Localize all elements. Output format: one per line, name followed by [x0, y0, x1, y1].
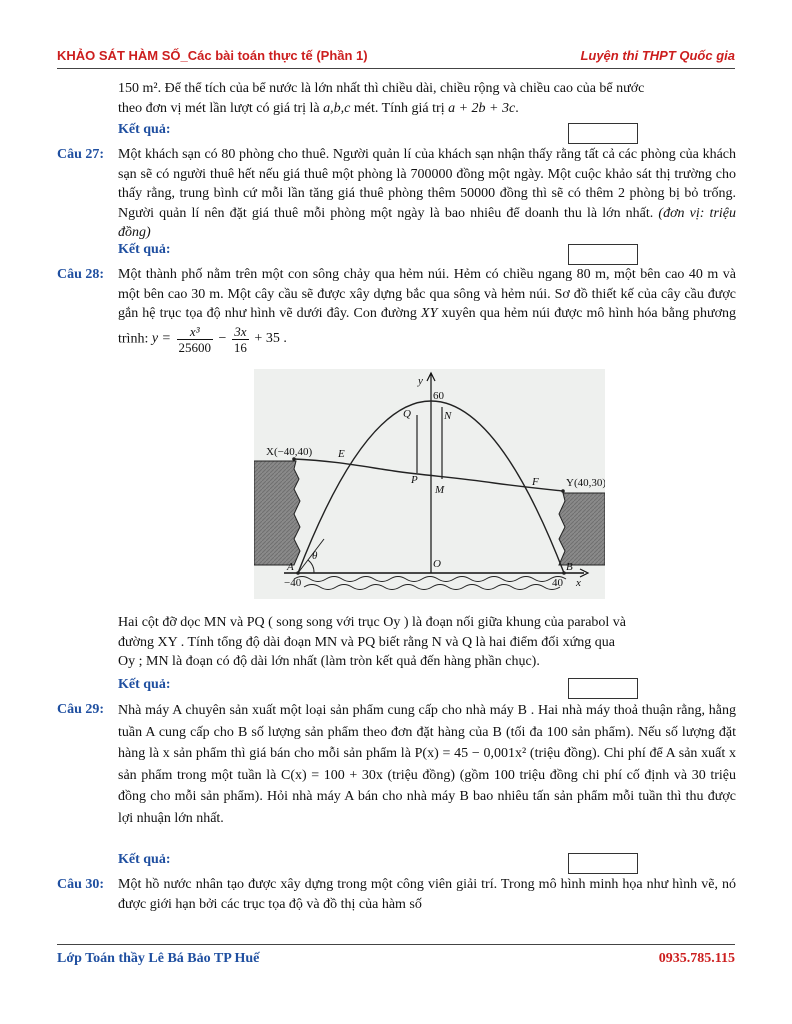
- header-subtitle: Luyện thi THPT Quốc gia: [580, 48, 735, 63]
- question-29-label: Câu 29:: [57, 702, 105, 717]
- label-point-n: N: [444, 410, 452, 422]
- label-xmax: 40: [552, 577, 563, 589]
- label-point-f: F: [532, 476, 539, 488]
- result-label: Kết quả:: [118, 122, 171, 137]
- diagram-background: [254, 369, 605, 599]
- label-point-e: E: [338, 448, 345, 460]
- intro-line-1: 150 m². Để thể tích của bể nước là lớn nhất thì chiều dài, chiều rộng và chiều cao của bể nước: [118, 81, 645, 96]
- point-a: [296, 571, 300, 575]
- label-xmin: −40: [284, 577, 302, 589]
- left-cliff: [254, 461, 300, 565]
- result-label: Kết quả:: [118, 242, 171, 257]
- result-label: Kết quả:: [118, 677, 171, 692]
- label-y-axis: y: [418, 375, 423, 387]
- label-point-b: B: [566, 561, 573, 573]
- intro-paragraph: [118, 79, 736, 118]
- intro-line-2: theo đơn vị mét lần lượt có giá trị là a,b,c mét. Tính giá trị a + 2b + 3c.: [118, 100, 519, 116]
- bridge-diagram: [254, 369, 605, 599]
- label-point-y: Y(40,30): [566, 477, 605, 489]
- question-29-text: Nhà máy A chuyên sản xuất một loại sản phẩm cung cấp cho nhà máy B . Hai nhà máy thoả thuận rằng, hằng tuần A cung cấp cho B số lượng sản phẩm theo đơn đặt hàng của B (tối đa 100 sản phẩm). Nếu số lượng đặt hàng là x sản phẩm thì giá bán cho mỗi sản phẩm là P(x) = 45 − 0,001x² (triệu đồng). Chi phí để A sản xuất x sản phẩm trong một tuần là C(x) = 100 + 30x (triệu đồng) (gồm 100 triệu đồng chi phí cố định và 30 triệu đồng cho mỗi sản phẩm). Hỏi nhà máy A bán cho nhà máy B bao nhiêu tấn sản phẩm mỗi tuần thì thu được lợi nhuận lớn nhất.: [118, 703, 736, 826]
- point-y: [561, 489, 565, 493]
- result-label: Kết quả:: [118, 852, 171, 867]
- label-point-q: Q: [403, 408, 411, 420]
- answer-box-28[interactable]: [568, 678, 638, 699]
- question-28-text: Một thành phố nằm trên một con sông chảy qua hẻm núi. Hẻm có chiều ngang 80 m, một bên cao 40 m và một bên cao 30 m. Một cây cầu sẽ được xây dựng bắc qua sông và hẻm núi. Sơ đồ thiết kế của cây cầu được gắn hệ trục tọa độ như hình vẽ dưới đây. Con đường XY xuyên qua hẻm núi được mô hình hóa bằng phương trình: y = $\frac{\text{x³}}{25600}$ − $\frac{3x}{16}$ + 35 .: [118, 267, 737, 355]
- footer-phone: 0935.785.115: [658, 951, 735, 966]
- question-28-followup: Hai cột đỡ dọc MN và PQ ( song song với trục Oy ) là đoạn nối giữa khung của parabol và đường XY . Tính tổng độ dài đoạn MN và PQ biết rằng N và Q là hai điểm đối xứng qua Oy ; MN là đoạn có độ dài lớn nhất (làm tròn kết quả đến hàng phần chục).: [118, 615, 627, 669]
- header-title: KHẢO SÁT HÀM SỐ_Các bài toán thực tế (Phần 1): [57, 48, 368, 63]
- answer-box-27[interactable]: [568, 244, 638, 265]
- label-point-m: M: [435, 484, 445, 496]
- answer-box-26[interactable]: [568, 123, 638, 144]
- question-27-text: Một khách sạn có 80 phòng cho thuê. Người quản lí của khách sạn nhận thấy rằng tất cả các phòng của khách sạn sẽ có người thuê hết nếu giá thuê một phòng là 700000 đồng một ngày. Một cuộc khảo sát thị trường cho thấy rằng, trung bình cứ mỗi lần tăng giá thuê phòng thêm 50000 đồng thì sẽ có thêm 2 phòng bị bỏ trống. Người quản lí nên đặt giá thuê mỗi phòng một ngày là bao nhiêu để doanh thu là lớn nhất. (đơn vị: triệu đồng): [118, 147, 737, 240]
- label-peak: 60: [433, 390, 444, 402]
- label-point-a: A: [287, 561, 294, 573]
- bridge-diagram-svg: [254, 369, 605, 599]
- page-header: [57, 46, 735, 69]
- label-theta: θ: [312, 550, 318, 562]
- question-30-text: Một hồ nước nhân tạo được xây dựng trong một công viên giải trí. Trong mô hình minh họa như hình vẽ, nó được giới hạn bởi các trục tọa độ và đồ thị của hàm số: [118, 877, 736, 912]
- footer-author: Lớp Toán thầy Lê Bá Bảo TP Huế: [57, 951, 260, 966]
- question-27-label: Câu 27:: [57, 147, 105, 162]
- answer-box-29[interactable]: [568, 853, 638, 874]
- question-28-label: Câu 28:: [57, 267, 105, 282]
- road-equation: y = $\frac{\text{x³}}{25600}$ − $\frac{3x}{16}$ + 35 .: [151, 323, 287, 355]
- label-x-axis: x: [576, 577, 581, 589]
- label-point-p: P: [411, 474, 418, 486]
- page-footer: [57, 944, 735, 969]
- question-30-label: Câu 30:: [57, 877, 105, 892]
- label-point-x: X(−40,40): [266, 446, 313, 458]
- right-cliff: [559, 493, 605, 565]
- label-origin: O: [433, 558, 441, 570]
